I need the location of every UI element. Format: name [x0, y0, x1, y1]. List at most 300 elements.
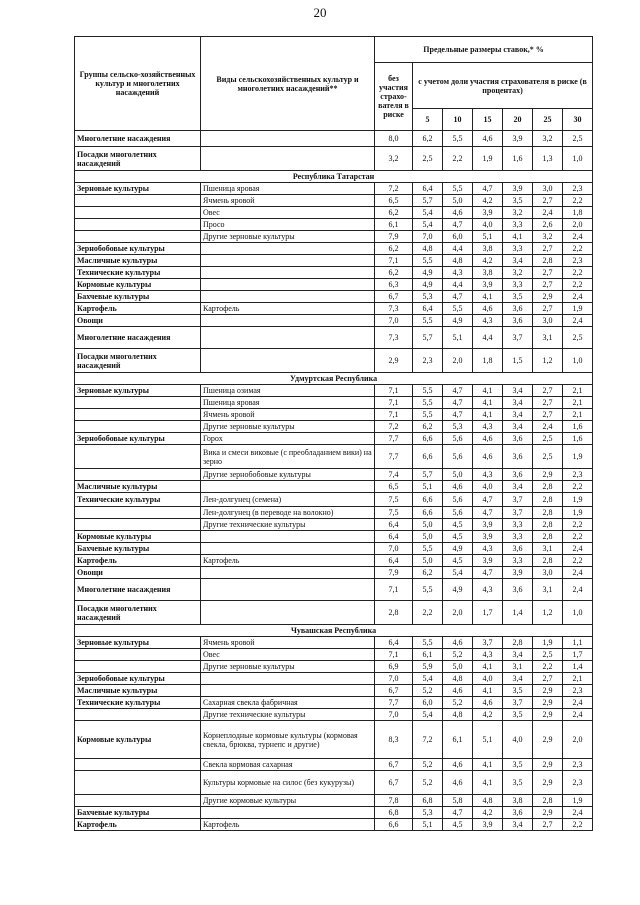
- rate-cell: 1,9: [563, 445, 593, 469]
- crop-group-cell: [75, 421, 201, 433]
- rate-cell: 2,1: [563, 385, 593, 397]
- rate-cell: 2,7: [533, 397, 563, 409]
- rate-cell: 2,2: [533, 661, 563, 673]
- table-row: [75, 519, 593, 531]
- rate-cell: 7,1: [375, 579, 413, 601]
- header-groups: Группы сельско-хозяйственных культур и многолетних насаждений: [75, 37, 201, 131]
- crop-group-cell: Зерновые культуры: [75, 637, 201, 649]
- rate-cell: 7,7: [375, 697, 413, 709]
- rate-cell: 2,8: [503, 637, 533, 649]
- rate-cell: 4,8: [443, 709, 473, 721]
- rate-cell: 4,0: [503, 721, 533, 759]
- rate-cell: 5,4: [413, 673, 443, 685]
- rate-cell: 7,3: [375, 327, 413, 349]
- rate-cell: 2,2: [563, 481, 593, 493]
- header-without-share: без участия страхо-вателя в риске: [375, 63, 413, 131]
- rate-cell: 2,5: [413, 147, 443, 171]
- rate-cell: 2,8: [533, 795, 563, 807]
- crop-group-cell: [75, 219, 201, 231]
- rate-cell: 4,3: [473, 543, 503, 555]
- region-row: [75, 171, 593, 183]
- rate-cell: 6,0: [413, 697, 443, 709]
- rate-cell: 4,6: [473, 303, 503, 315]
- rate-cell: 2,6: [533, 219, 563, 231]
- rate-cell: 2,4: [563, 231, 593, 243]
- rate-cell: 3,2: [503, 267, 533, 279]
- crop-kind-cell: Корнеплодные кормовые культуры (кормовая свекла, брюква, турнепс и другие): [201, 721, 375, 759]
- crop-group-cell: [75, 759, 201, 771]
- header-kinds: Виды сельскохозяйственных культур и многолетних насаждений**: [201, 37, 375, 131]
- rate-cell: 3,6: [503, 315, 533, 327]
- crop-kind-cell: Пшеница озимая: [201, 385, 375, 397]
- rate-cell: 2,1: [563, 397, 593, 409]
- table-row: [75, 685, 593, 697]
- rate-cell: 2,1: [563, 409, 593, 421]
- rate-cell: 3,9: [473, 819, 503, 831]
- crop-kind-cell: Другие кормовые культуры: [201, 795, 375, 807]
- crop-group-cell: Зернобобовые культуры: [75, 433, 201, 445]
- rate-cell: 1,9: [473, 147, 503, 171]
- rate-cell: 7,2: [375, 183, 413, 195]
- rate-cell: 6,4: [375, 555, 413, 567]
- rate-cell: 2,3: [563, 183, 593, 195]
- rate-cell: 7,2: [413, 721, 443, 759]
- rate-cell: 5,5: [413, 385, 443, 397]
- header-max-rates: Предельные размеры ставок,* %: [375, 37, 593, 63]
- rate-cell: 3,5: [503, 771, 533, 795]
- rate-cell: 4,7: [473, 567, 503, 579]
- table-row: [75, 433, 593, 445]
- rate-cell: 6,2: [413, 131, 443, 147]
- rate-cell: 2,3: [563, 759, 593, 771]
- crop-kind-cell: Вика и смеси виковые (с преобладанием вики) на зерно: [201, 445, 375, 469]
- rate-cell: 4,2: [473, 807, 503, 819]
- crop-group-cell: Масличные культуры: [75, 481, 201, 493]
- rate-cell: 3,8: [473, 267, 503, 279]
- crop-kind-cell: Лен-долгунец (в переводе на волокно): [201, 507, 375, 519]
- rate-cell: 4,6: [443, 685, 473, 697]
- table-row: [75, 315, 593, 327]
- rate-cell: 3,0: [533, 315, 563, 327]
- rate-cell: 1,5: [503, 349, 533, 373]
- rate-cell: 2,9: [533, 697, 563, 709]
- rate-cell: 2,2: [563, 267, 593, 279]
- rate-cell: 5,2: [413, 685, 443, 697]
- table-row: [75, 207, 593, 219]
- table-row: [75, 397, 593, 409]
- rate-cell: 2,9: [533, 291, 563, 303]
- rate-cell: 4,7: [443, 219, 473, 231]
- rate-cell: 2,3: [563, 255, 593, 267]
- rate-cell: 2,7: [533, 385, 563, 397]
- rate-cell: 2,3: [563, 771, 593, 795]
- rate-cell: 2,0: [563, 219, 593, 231]
- region-row: [75, 625, 593, 637]
- rate-cell: 3,3: [503, 519, 533, 531]
- rate-cell: 4,3: [473, 579, 503, 601]
- crop-group-cell: Многолетние насаждения: [75, 579, 201, 601]
- rate-cell: 3,1: [533, 579, 563, 601]
- table-row: [75, 195, 593, 207]
- rate-cell: 3,3: [503, 555, 533, 567]
- rate-cell: 1,4: [563, 661, 593, 673]
- rate-cell: 3,9: [473, 519, 503, 531]
- rate-cell: 4,2: [473, 255, 503, 267]
- rate-cell: 2,2: [563, 243, 593, 255]
- rate-cell: 3,2: [375, 147, 413, 171]
- rate-cell: 1,9: [563, 795, 593, 807]
- rate-cell: 2,2: [563, 279, 593, 291]
- crop-group-cell: [75, 771, 201, 795]
- rate-cell: 4,3: [473, 469, 503, 481]
- header-share-col: 15: [473, 109, 503, 131]
- rate-cell: 2,2: [563, 195, 593, 207]
- rate-cell: 2,8: [533, 531, 563, 543]
- crop-group-cell: Масличные культуры: [75, 685, 201, 697]
- rate-cell: 3,5: [503, 759, 533, 771]
- rate-cell: 2,8: [533, 519, 563, 531]
- rate-cell: 3,4: [503, 649, 533, 661]
- crop-group-cell: Овощи: [75, 315, 201, 327]
- crop-kind-cell: [201, 567, 375, 579]
- table-row: [75, 661, 593, 673]
- rate-cell: 3,4: [503, 421, 533, 433]
- rate-cell: 4,3: [473, 421, 503, 433]
- crop-kind-cell: Картофель: [201, 819, 375, 831]
- region-title: Чувашская Республика: [75, 625, 593, 637]
- rate-cell: 4,1: [473, 661, 503, 673]
- crop-group-cell: [75, 445, 201, 469]
- crop-group-cell: Посадки многолетних насаждений: [75, 601, 201, 625]
- rate-cell: 3,5: [503, 291, 533, 303]
- rate-cell: 1,9: [533, 637, 563, 649]
- page-number: 20: [313, 5, 327, 20]
- rate-cell: 7,5: [375, 507, 413, 519]
- rate-cell: 5,4: [413, 709, 443, 721]
- crop-group-cell: Бахчевые культуры: [75, 543, 201, 555]
- table-header: [75, 37, 593, 131]
- rate-cell: 5,6: [443, 493, 473, 507]
- rate-cell: 5,2: [413, 759, 443, 771]
- table-row: [75, 231, 593, 243]
- crop-group-cell: Посадки многолетних насаждений: [75, 349, 201, 373]
- rate-cell: 2,7: [533, 195, 563, 207]
- rate-cell: 2,2: [413, 601, 443, 625]
- rate-cell: 5,0: [413, 519, 443, 531]
- rate-cell: 6,8: [375, 807, 413, 819]
- rate-cell: 3,6: [503, 469, 533, 481]
- rate-cell: 2,7: [533, 409, 563, 421]
- table-row: [75, 469, 593, 481]
- rate-cell: 3,2: [533, 131, 563, 147]
- table-row: [75, 819, 593, 831]
- rate-cell: 5,8: [443, 795, 473, 807]
- table-row: [75, 579, 593, 601]
- rate-cell: 2,1: [563, 673, 593, 685]
- rate-cell: 1,9: [563, 507, 593, 519]
- rate-cell: 2,4: [563, 567, 593, 579]
- rate-cell: 3,6: [503, 445, 533, 469]
- crop-kind-cell: Другие технические культуры: [201, 709, 375, 721]
- table-row: [75, 601, 593, 625]
- rate-cell: 3,8: [473, 243, 503, 255]
- rate-cell: 2,7: [533, 267, 563, 279]
- rate-cell: 4,5: [443, 519, 473, 531]
- rate-cell: 3,3: [503, 279, 533, 291]
- crop-kind-cell: [201, 327, 375, 349]
- rate-cell: 5,4: [413, 207, 443, 219]
- rate-cell: 2,4: [563, 543, 593, 555]
- rate-cell: 7,7: [375, 433, 413, 445]
- rate-cell: 1,4: [503, 601, 533, 625]
- rate-cell: 5,4: [413, 219, 443, 231]
- rate-cell: 6,2: [375, 207, 413, 219]
- crop-group-cell: [75, 195, 201, 207]
- rate-cell: 3,7: [503, 507, 533, 519]
- table-row: [75, 279, 593, 291]
- rate-cell: 3,9: [473, 207, 503, 219]
- rate-cell: 4,0: [473, 673, 503, 685]
- rate-cell: 6,2: [413, 567, 443, 579]
- rate-cell: 6,4: [413, 303, 443, 315]
- rate-cell: 3,5: [503, 685, 533, 697]
- rate-cell: 5,2: [413, 771, 443, 795]
- rate-cell: 2,7: [533, 303, 563, 315]
- rate-cell: 2,8: [375, 601, 413, 625]
- rate-cell: 3,0: [533, 183, 563, 195]
- crop-group-cell: [75, 231, 201, 243]
- rate-cell: 4,2: [473, 195, 503, 207]
- crop-group-cell: Зерновые культуры: [75, 183, 201, 195]
- rate-cell: 2,5: [533, 433, 563, 445]
- rate-cell: 4,0: [473, 481, 503, 493]
- table-row: [75, 567, 593, 579]
- rate-cell: 1,0: [563, 601, 593, 625]
- table-row: [75, 327, 593, 349]
- rate-cell: 5,7: [413, 469, 443, 481]
- rate-cell: 4,8: [473, 795, 503, 807]
- header-share-col: 20: [503, 109, 533, 131]
- rate-cell: 6,4: [413, 183, 443, 195]
- rate-cell: 4,6: [443, 207, 473, 219]
- rate-cell: 2,8: [533, 555, 563, 567]
- crop-kind-cell: Свекла кормовая сахарная: [201, 759, 375, 771]
- crop-group-cell: Бахчевые культуры: [75, 807, 201, 819]
- rate-cell: 3,3: [503, 219, 533, 231]
- rate-cell: 7,0: [375, 673, 413, 685]
- crop-group-cell: [75, 649, 201, 661]
- table-row: [75, 385, 593, 397]
- crop-group-cell: Овощи: [75, 567, 201, 579]
- rate-cell: 4,4: [443, 243, 473, 255]
- rate-cell: 2,2: [563, 819, 593, 831]
- rate-cell: 5,7: [413, 195, 443, 207]
- rate-cell: 6,1: [375, 219, 413, 231]
- rate-cell: 7,4: [375, 469, 413, 481]
- rate-cell: 4,8: [413, 243, 443, 255]
- table-row: [75, 421, 593, 433]
- table-row: [75, 493, 593, 507]
- table-row: [75, 697, 593, 709]
- rate-cell: 6,4: [375, 531, 413, 543]
- crop-group-cell: Технические культуры: [75, 267, 201, 279]
- table-row: [75, 807, 593, 819]
- crop-kind-cell: [201, 147, 375, 171]
- crop-group-cell: [75, 661, 201, 673]
- crop-group-cell: [75, 409, 201, 421]
- crop-kind-cell: Овес: [201, 649, 375, 661]
- crop-kind-cell: [201, 315, 375, 327]
- rate-cell: 1,8: [473, 349, 503, 373]
- rate-cell: 1,6: [503, 147, 533, 171]
- table-row: [75, 255, 593, 267]
- rate-cell: 3,7: [503, 697, 533, 709]
- rate-cell: 5,6: [443, 507, 473, 519]
- rate-cell: 4,3: [473, 649, 503, 661]
- rate-cell: 8,0: [375, 131, 413, 147]
- rate-cell: 3,7: [473, 637, 503, 649]
- rate-cell: 2,8: [533, 255, 563, 267]
- rate-cell: 7,9: [375, 231, 413, 243]
- crop-kind-cell: [201, 543, 375, 555]
- rate-cell: 2,4: [563, 315, 593, 327]
- region-title: Удмуртская Республика: [75, 373, 593, 385]
- crop-group-cell: Многолетние насаждения: [75, 327, 201, 349]
- rate-cell: 2,5: [563, 131, 593, 147]
- rate-cell: 4,6: [443, 481, 473, 493]
- rate-cell: 2,5: [533, 445, 563, 469]
- rate-cell: 5,1: [473, 721, 503, 759]
- crop-kind-cell: Горох: [201, 433, 375, 445]
- rate-cell: 6,7: [375, 771, 413, 795]
- crop-group-cell: Бахчевые культуры: [75, 291, 201, 303]
- rate-cell: 2,4: [563, 807, 593, 819]
- crop-group-cell: [75, 469, 201, 481]
- crop-group-cell: Зернобобовые культуры: [75, 243, 201, 255]
- rate-cell: 4,1: [473, 685, 503, 697]
- rate-cell: 4,6: [443, 637, 473, 649]
- rate-cell: 2,9: [533, 709, 563, 721]
- rate-cell: 1,7: [473, 601, 503, 625]
- rate-cell: 6,6: [375, 819, 413, 831]
- rate-cell: 4,2: [473, 709, 503, 721]
- rate-cell: 7,2: [375, 421, 413, 433]
- table-row: [75, 183, 593, 195]
- crop-group-cell: Зернобобовые культуры: [75, 673, 201, 685]
- rate-cell: 8,3: [375, 721, 413, 759]
- rate-cell: 3,9: [473, 279, 503, 291]
- rate-cell: 6,7: [375, 685, 413, 697]
- rate-cell: 4,5: [443, 531, 473, 543]
- crop-kind-cell: Лен-долгунец (семена): [201, 493, 375, 507]
- rate-cell: 2,9: [375, 349, 413, 373]
- rate-cell: 4,7: [443, 397, 473, 409]
- rate-cell: 2,0: [443, 601, 473, 625]
- rate-cell: 4,6: [473, 445, 503, 469]
- rate-cell: 2,4: [563, 709, 593, 721]
- rate-cell: 5,0: [443, 195, 473, 207]
- rate-cell: 6,7: [375, 759, 413, 771]
- rate-cell: 6,4: [375, 519, 413, 531]
- crop-kind-cell: Овес: [201, 207, 375, 219]
- rate-cell: 5,1: [413, 481, 443, 493]
- rate-cell: 6,4: [375, 637, 413, 649]
- rate-cell: 1,3: [533, 147, 563, 171]
- rate-cell: 7,1: [375, 649, 413, 661]
- rate-cell: 2,9: [533, 759, 563, 771]
- rate-cell: 6,9: [375, 661, 413, 673]
- rate-cell: 6,3: [375, 279, 413, 291]
- rate-cell: 4,1: [473, 385, 503, 397]
- rate-cell: 4,1: [473, 397, 503, 409]
- crop-kind-cell: Ячмень яровой: [201, 195, 375, 207]
- rate-cell: 5,3: [413, 291, 443, 303]
- rate-cell: 6,6: [413, 445, 443, 469]
- rate-cell: 3,5: [503, 709, 533, 721]
- table-row: [75, 555, 593, 567]
- rate-cell: 5,5: [413, 255, 443, 267]
- crop-group-cell: Зерновые культуры: [75, 385, 201, 397]
- rate-cell: 4,6: [443, 759, 473, 771]
- crop-kind-cell: [201, 673, 375, 685]
- rate-cell: 2,4: [563, 291, 593, 303]
- crop-kind-cell: [201, 243, 375, 255]
- rate-cell: 4,1: [473, 759, 503, 771]
- rate-cell: 3,7: [503, 327, 533, 349]
- crop-kind-cell: [201, 267, 375, 279]
- header-share-col: 30: [563, 109, 593, 131]
- rate-cell: 3,6: [503, 579, 533, 601]
- crop-kind-cell: Картофель: [201, 303, 375, 315]
- rate-cell: 7,9: [375, 567, 413, 579]
- rate-cell: 5,2: [443, 649, 473, 661]
- rate-cell: 7,7: [375, 445, 413, 469]
- rate-cell: 5,6: [443, 445, 473, 469]
- crop-kind-cell: Пшеница яровая: [201, 183, 375, 195]
- header-share-col: 10: [443, 109, 473, 131]
- header-share-col: 25: [533, 109, 563, 131]
- table-row: [75, 409, 593, 421]
- rate-cell: 7,1: [375, 255, 413, 267]
- crop-group-cell: Картофель: [75, 303, 201, 315]
- crop-group-cell: Посадки многолетних насаждений: [75, 147, 201, 171]
- rate-cell: 3,6: [503, 303, 533, 315]
- crop-group-cell: Многолетние насаждения: [75, 131, 201, 147]
- crop-kind-cell: Другие зерновые культуры: [201, 661, 375, 673]
- rate-cell: 5,5: [413, 409, 443, 421]
- crop-kind-cell: Другие технические культуры: [201, 519, 375, 531]
- crop-kind-cell: [201, 685, 375, 697]
- table-row: [75, 219, 593, 231]
- crop-group-cell: [75, 519, 201, 531]
- crop-kind-cell: [201, 807, 375, 819]
- rate-cell: 1,0: [563, 349, 593, 373]
- rate-cell: 4,3: [443, 267, 473, 279]
- rate-cell: 4,5: [443, 819, 473, 831]
- table-row: [75, 531, 593, 543]
- rate-cell: 7,5: [375, 493, 413, 507]
- crop-kind-cell: [201, 279, 375, 291]
- rate-cell: 2,3: [413, 349, 443, 373]
- table-row: [75, 637, 593, 649]
- rate-cell: 2,7: [533, 243, 563, 255]
- table-row: [75, 543, 593, 555]
- rate-cell: 3,4: [503, 481, 533, 493]
- crop-kind-cell: [201, 601, 375, 625]
- rate-cell: 6,6: [413, 507, 443, 519]
- rate-cell: 3,9: [503, 567, 533, 579]
- rate-cell: 7,0: [413, 231, 443, 243]
